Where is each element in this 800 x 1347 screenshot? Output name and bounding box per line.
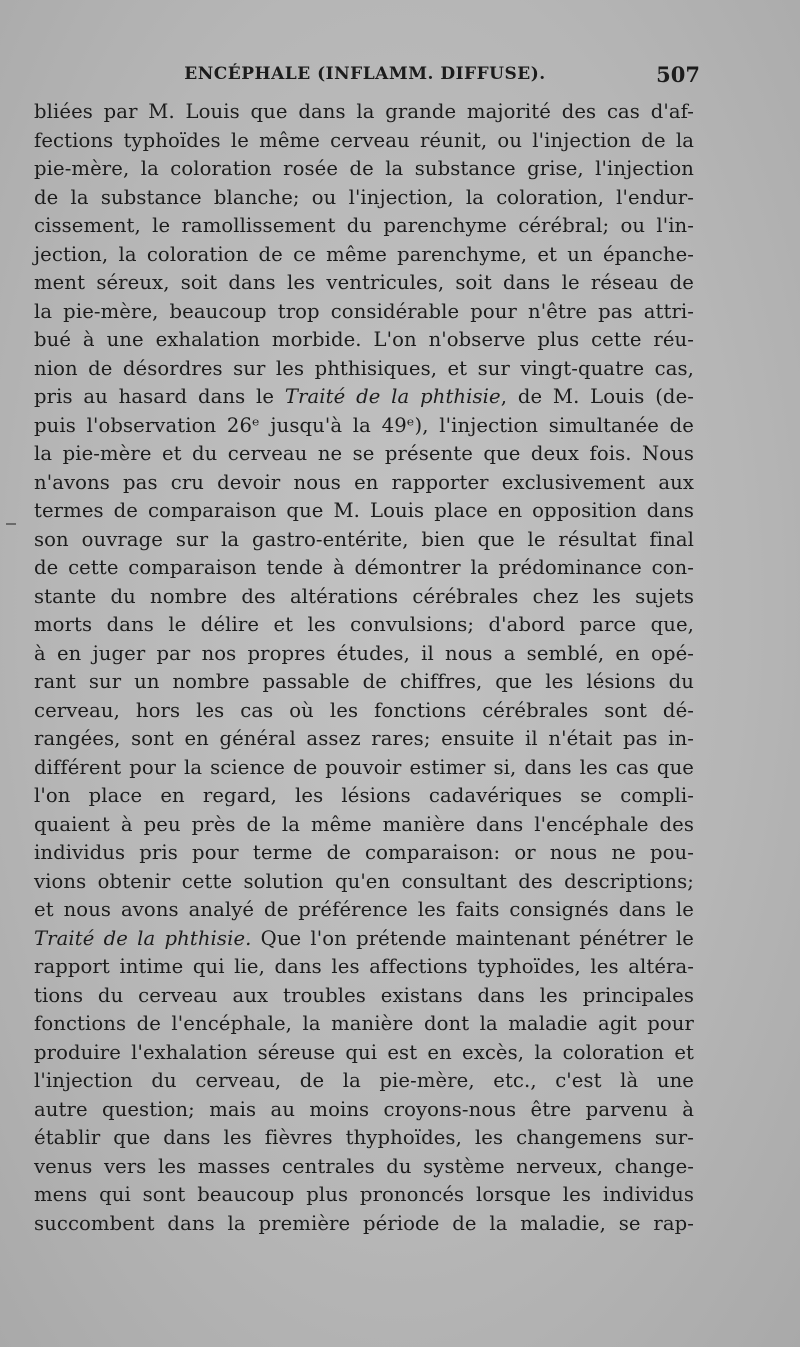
text-line: individus pris pour terme de comparaison: or nous ne pou-	[34, 841, 694, 864]
text-line: tions du cerveau aux troubles existans dans les principales	[34, 983, 694, 1007]
text-line: autre question; mais au moins croyons-nous être parvenu à	[34, 1097, 694, 1121]
text-line: quaient à peu près de la même manière dans l'encéphale des	[34, 812, 694, 836]
text-line: ment séreux, soit dans les ventricules, soit dans le réseau de	[34, 271, 694, 294]
text-line: pie-mère, la coloration rosée de la substance grise, l'injection	[34, 157, 694, 180]
page-number: 507	[656, 62, 700, 87]
text-line: fonctions de l'encéphale, la manière dont la maladie agit pour	[34, 1012, 694, 1035]
text-line: bué à une exhalation morbide. L'on n'observe plus cette réu-	[34, 328, 694, 351]
text-line: cerveau, hors les cas où les fonctions cérébrales sont dé-	[34, 698, 694, 722]
text-line: morts dans le délire et les convulsions; d'abord parce que,	[34, 613, 694, 636]
text-line: l'on place en regard, les lésions cadavériques se compli-	[34, 784, 694, 807]
text-line: à en juger par nos propres études, il nous a semblé, en opé-	[34, 641, 694, 665]
text-line: succombent dans la première période de la maladie, se rap-	[34, 1211, 694, 1235]
text-line: termes de comparaison que M. Louis place en opposition dans	[34, 499, 694, 522]
running-title: ENCÉPHALE (INFLAMM. DIFFUSE).	[184, 64, 546, 84]
text-line: rapport intime qui lie, dans les affections typhoïdes, les altéra-	[34, 955, 694, 978]
text-segment: , de M. Louis (de-	[500, 385, 694, 408]
text-line: différent pour la science de pouvoir estimer si, dans les cas que	[34, 755, 694, 779]
text-line-with-title	[34, 383, 694, 412]
text-line: vions obtenir cette solution qu'en consultant des descriptions;	[34, 869, 694, 893]
text-line: rant sur un nombre passable de chiffres, que les lésions du	[34, 670, 694, 693]
text-line: stante du nombre des altérations cérébrales chez les sujets	[34, 584, 694, 608]
text-segment: Que l'on prétende maintenant pénétrer le	[251, 926, 694, 950]
body-text	[34, 98, 694, 1238]
text-line: produire l'exhalation séreuse qui est en excès, la coloration et	[34, 1040, 694, 1064]
text-line: établir que dans les fièvres thyphoïdes, les changemens sur-	[34, 1126, 694, 1149]
book-title: Traité de la phthisie	[284, 385, 501, 408]
text-line: fections typhoïdes le même cerveau réunit, ou l'injection de la	[34, 128, 694, 152]
text-line: de la substance blanche; ou l'injection, la coloration, l'endur-	[34, 185, 694, 209]
text-line: bliées par M. Louis que dans la grande majorité des cas d'af-	[34, 100, 694, 123]
book-title: Traité de la phthisie.	[34, 926, 252, 950]
text-line: mens qui sont beaucoup plus prononcés lorsque les individus	[34, 1183, 694, 1206]
text-line: la pie-mère, beaucoup trop considérable pour n'être pas attri-	[34, 299, 694, 323]
text-line: rangées, sont en général assez rares; ensuite il n'était pas in-	[34, 727, 694, 750]
text-line: venus vers les masses centrales du système nerveux, change-	[34, 1154, 694, 1178]
text-line: et nous avons analyé de préférence les faits consignés dans le	[34, 898, 694, 921]
text-line: nion de désordres sur les phthisiques, et sur vingt-quatre cas,	[34, 356, 694, 380]
text-segment: pris au hasard dans le	[34, 385, 285, 408]
text-line: cissement, le ramollissement du parenchyme cérébral; ou l'in-	[34, 214, 694, 237]
text-line: n'avons pas cru devoir nous en rapporter exclusivement aux	[34, 470, 694, 494]
text-line: puis l'observation 26ᵉ jusqu'à la 49ᵉ), l'injection simultanée de	[34, 413, 694, 437]
margin-mark	[6, 523, 16, 525]
text-line: jection, la coloration de ce même parenchyme, et un épanche-	[34, 242, 694, 266]
text-line: la pie-mère et du cerveau ne se présente que deux fois. Nous	[34, 442, 694, 465]
text-line: l'injection du cerveau, de la pie-mère, etc., c'est là une	[34, 1069, 694, 1092]
text-line: son ouvrage sur la gastro-entérite, bien que le résultat final	[34, 527, 694, 551]
page-header	[30, 64, 700, 94]
text-line-with-title	[34, 925, 694, 954]
text-line: de cette comparaison tende à démontrer la prédominance con-	[34, 556, 694, 579]
